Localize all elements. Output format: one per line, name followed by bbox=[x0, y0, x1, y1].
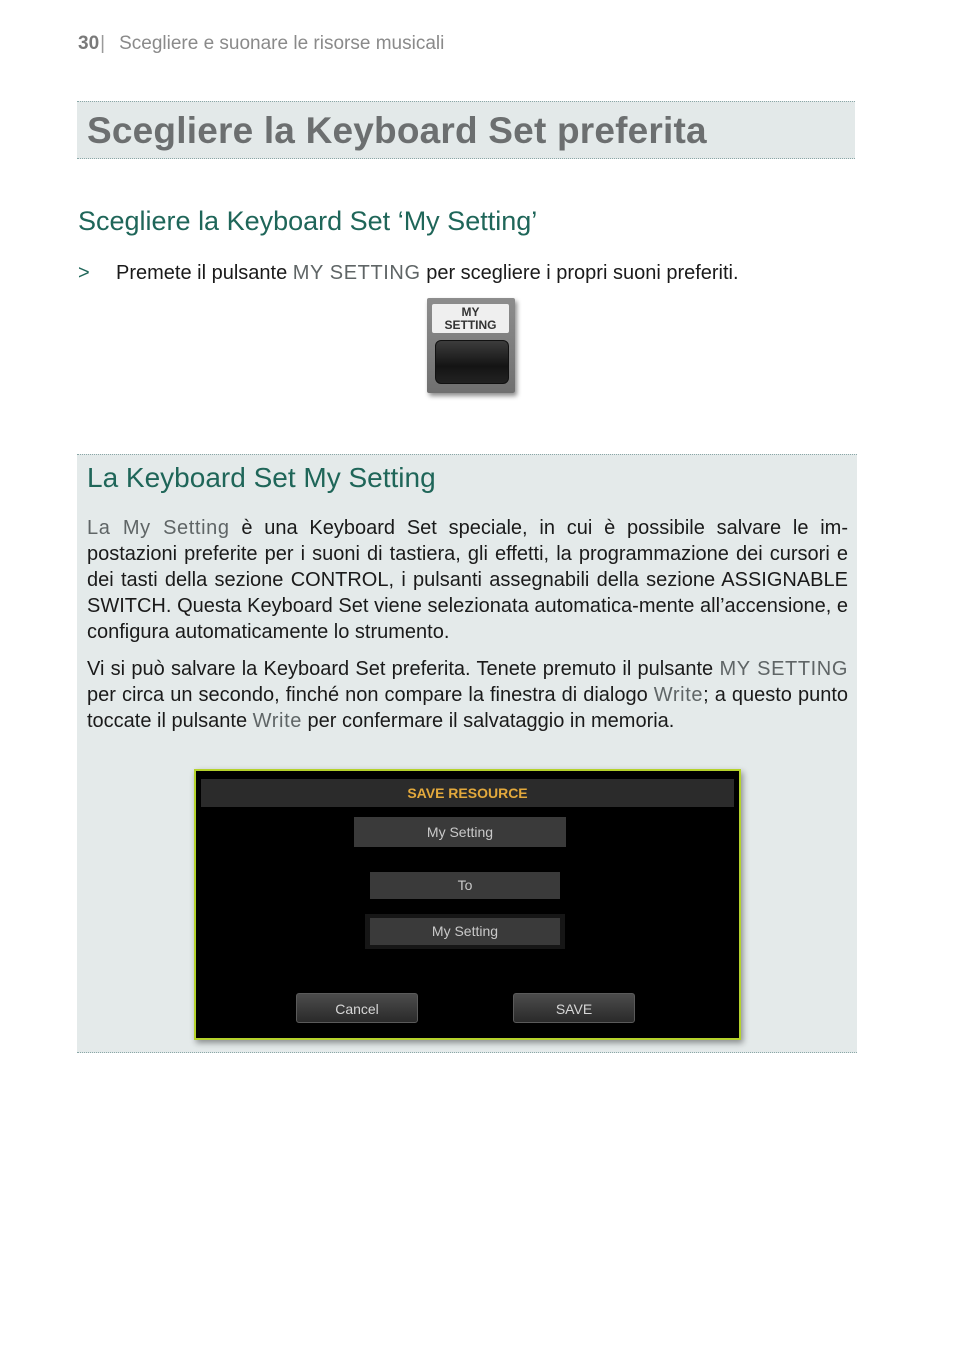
info-box-heading: La Keyboard Set My Setting bbox=[87, 462, 436, 493]
paragraph-2-text-4: per confermare il salvataggio in memoria. bbox=[301, 710, 675, 732]
to-label: To bbox=[370, 872, 560, 899]
target-resource-field[interactable]: My Setting bbox=[370, 918, 560, 945]
hardware-label-line2: SETTING bbox=[444, 318, 497, 332]
paragraph-2-text-3: ; a questo punto toccate il pulsante bbox=[87, 684, 848, 732]
step-text-after: per scegliere i propri suoni preferiti. bbox=[420, 262, 739, 284]
keyword-my-setting: La My Setting bbox=[87, 517, 230, 539]
step-instruction bbox=[78, 262, 739, 285]
step-keyword: MY SETTING bbox=[292, 262, 421, 284]
page-header bbox=[78, 33, 444, 55]
step-arrow-icon: > bbox=[78, 262, 90, 284]
section-title-band bbox=[77, 101, 855, 159]
section-title: Scegliere la Keyboard Set preferita bbox=[87, 110, 707, 151]
chapter-title: Scegliere e suonare le risorse musicali bbox=[119, 33, 445, 54]
my-setting-hardware-button bbox=[427, 298, 515, 393]
keyword-write-button: Write bbox=[252, 710, 302, 732]
paragraph-2-text-2: per circa un secondo, finché non compare la finestra di dialogo bbox=[87, 684, 654, 706]
cancel-button[interactable]: Cancel bbox=[296, 993, 418, 1023]
hardware-label-line1: MY bbox=[461, 305, 480, 319]
source-resource-field: My Setting bbox=[354, 817, 566, 847]
header-separator: | bbox=[100, 33, 106, 54]
hardware-button-label bbox=[432, 304, 509, 333]
paragraph-1-text: è una Keyboard Set speciale, in cui è possibile salvare le im-postazioni preferite per i suoni di tastiera, gli effetti, la programmazione dei cursori e dei tasti della sezione CONTROL, i pulsanti assegnabili della sezione ASSIGNABLE SWITCH. Questa Keyboard Set viene selezionata automatica-mente all’accensione, e configura automaticamente lo strumento. bbox=[87, 517, 848, 643]
paragraph-2-text-1: Vi si può salvare la Keyboard Set preferita. Tenete premuto il pulsante bbox=[87, 658, 720, 680]
page-number: 30 bbox=[78, 33, 100, 54]
keyword-my-setting-button: MY SETTING bbox=[719, 658, 848, 680]
subsection-title: Scegliere la Keyboard Set ‘My Setting’ bbox=[78, 206, 538, 236]
info-paragraph-1 bbox=[87, 515, 848, 645]
dialog-title: SAVE RESOURCE bbox=[201, 779, 734, 807]
hardware-button-cap bbox=[435, 340, 509, 384]
info-paragraph-2 bbox=[87, 656, 848, 734]
save-button[interactable]: SAVE bbox=[513, 993, 635, 1023]
step-text-before: Premete il pulsante bbox=[116, 262, 293, 284]
target-field-frame bbox=[365, 914, 565, 949]
keyword-write-dialog: Write bbox=[653, 684, 704, 706]
save-resource-dialog bbox=[194, 769, 741, 1040]
